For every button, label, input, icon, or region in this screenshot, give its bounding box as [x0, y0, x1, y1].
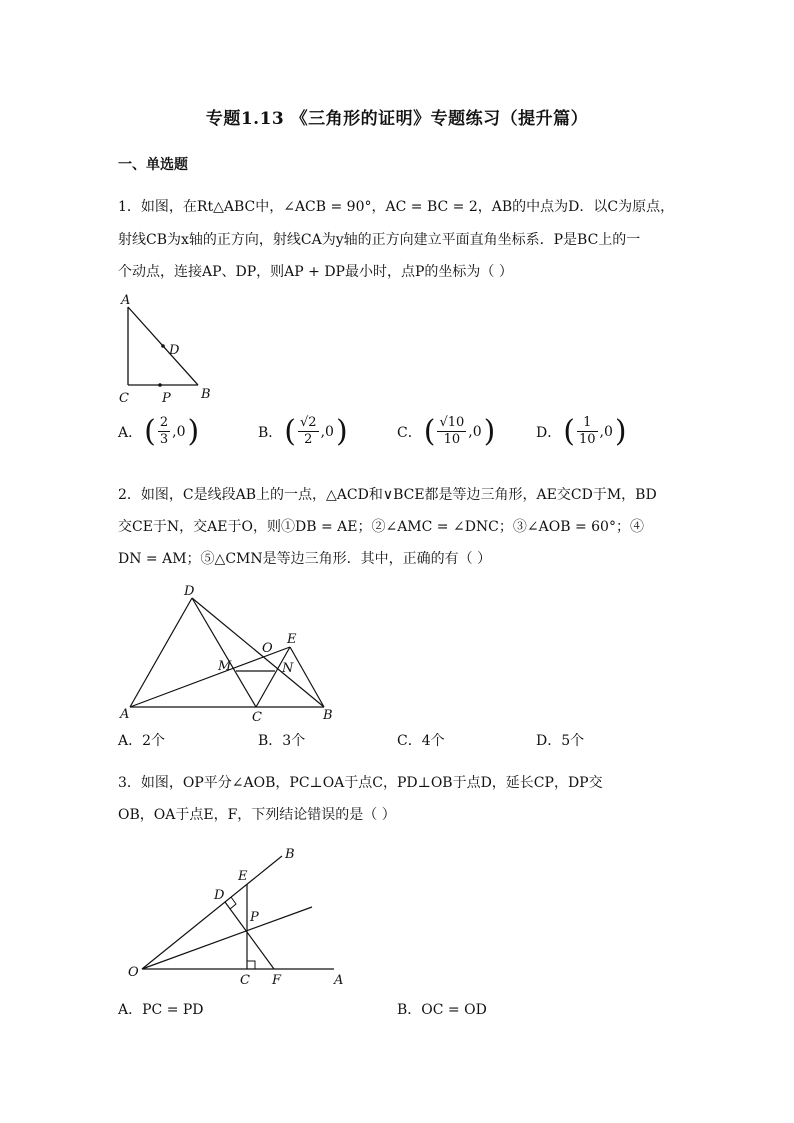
q3-right-angle-c [247, 961, 255, 969]
q2-label-m: M [218, 659, 232, 674]
q1-point-p [158, 383, 162, 387]
q3-label-b: B [285, 847, 295, 862]
q3-label-f: F [272, 973, 282, 988]
q1-option-c-tail: ,0 [468, 423, 482, 440]
fraction-numerator: 1 [577, 415, 598, 432]
q3-label-p: P [250, 910, 259, 925]
fraction-denominator: 10 [443, 432, 461, 447]
paren-open: ( [423, 414, 436, 449]
q2-line-3: DN = AM；⑤△CMN是等边三角形．其中，正确的有（ ） [118, 551, 492, 567]
section-heading: 一、单选题 [118, 157, 188, 173]
q2-option-c[interactable]: C．4个 [397, 733, 445, 749]
paren-close: ) [335, 414, 348, 449]
q1-label-a: A [121, 293, 131, 308]
q1-option-c-letter: C． [397, 424, 422, 441]
q3-figure [112, 840, 352, 990]
fraction-numerator: 2 [159, 415, 169, 430]
q1-option-c-fraction [437, 415, 466, 448]
paren-open: ( [144, 414, 156, 449]
q1-label-p: P [162, 391, 171, 406]
paren-open: ( [284, 414, 297, 449]
paren-open: ( [563, 414, 575, 449]
q2-line-ae [130, 647, 290, 707]
fraction-denominator: 2 [304, 432, 313, 447]
q3-bisector-op [142, 907, 312, 969]
q2-line-ad [130, 598, 192, 707]
q1-option-d[interactable] [536, 414, 627, 449]
q2-label-b: B [323, 708, 333, 723]
q3-option-b[interactable]: B．OC = OD [397, 1002, 487, 1018]
q1-option-a-fraction [158, 415, 170, 448]
q1-label-c: C [119, 391, 129, 406]
q1-option-a[interactable] [118, 414, 199, 449]
q1-option-c[interactable] [397, 414, 495, 449]
q3-option-a[interactable]: A．PC = PD [118, 1002, 204, 1018]
paren-close: ) [187, 414, 200, 449]
q1-line-3: 个动点，连接AP、DP，则AP + DP最小时，点P的坐标为（ ） [118, 264, 513, 280]
q3-right-angle-d [230, 897, 236, 909]
page-title: 专题1.13 《三角形的证明》专题练习（提升篇） [205, 109, 589, 129]
q1-point-d [161, 344, 165, 348]
q1-option-a-letter: A． [118, 424, 143, 441]
q1-option-d-letter: D． [536, 424, 562, 441]
q2-line-ce [256, 647, 290, 707]
fraction-numerator: √10 [439, 415, 465, 430]
q1-option-a-tail: ,0 [172, 423, 186, 440]
fraction-denominator: 3 [159, 432, 169, 447]
q3-label-c: C [240, 973, 250, 988]
q1-option-b-tail: ,0 [320, 423, 334, 440]
q2-line-1: 2．如图，C是线段AB上的一点，△ACD和∨BCE都是等边三角形，AE交CD于M，BD [118, 487, 657, 503]
q3-label-o: O [128, 965, 139, 980]
q1-line-2: 射线CB为x轴的正方向，射线CA为y轴的正方向建立平面直角坐标系．P是BC上的一 [118, 232, 641, 248]
fraction-denominator: 10 [578, 432, 596, 447]
q1-option-b-fraction [298, 415, 319, 448]
q2-option-a[interactable]: A．2个 [118, 733, 166, 749]
q3-label-e: E [238, 869, 248, 884]
q2-line-dc [192, 598, 256, 707]
q1-line-1: 1．如图，在Rt△ABC中，∠ACB = 90°，AC = BC = 2，AB的中点为D．以C为原点， [118, 199, 675, 215]
q2-line-eb [290, 647, 324, 707]
q1-option-d-tail: ,0 [599, 423, 613, 440]
paren-close: ) [483, 414, 496, 449]
q2-option-d[interactable]: D．5个 [536, 733, 585, 749]
fraction-numerator: √2 [300, 415, 317, 430]
q2-line-2: 交CE于N，交AE于O，则①DB = AE；②∠AMC = ∠DNC；③∠AOB = 60°；④ [118, 519, 644, 535]
q1-option-b-letter: B． [258, 424, 283, 441]
q3-line-1: 3．如图，OP平分∠AOB，PC⊥OA于点C，PD⊥OB于点D，延长CP，DP交 [118, 775, 603, 791]
q2-figure [112, 580, 352, 725]
q1-label-d: D [169, 343, 180, 358]
q3-label-a: A [334, 973, 344, 988]
q1-figure [112, 290, 222, 410]
q3-line-2: OB，OA于点E，F，下列结论错误的是（ ） [118, 807, 396, 823]
q2-label-e: E [287, 632, 297, 647]
q1-label-b: B [201, 387, 211, 402]
q3-label-d: D [214, 888, 225, 903]
q2-label-n: N [282, 661, 294, 676]
q2-label-c: C [252, 710, 262, 725]
q1-option-d-fraction [577, 415, 598, 448]
paren-close: ) [614, 414, 627, 449]
q1-option-b[interactable] [258, 414, 348, 449]
q2-option-b[interactable]: B．3个 [258, 733, 306, 749]
q2-label-a: A [120, 707, 130, 722]
q2-label-o: O [262, 641, 273, 656]
q2-line-db [192, 598, 324, 707]
q2-label-d: D [184, 584, 195, 599]
